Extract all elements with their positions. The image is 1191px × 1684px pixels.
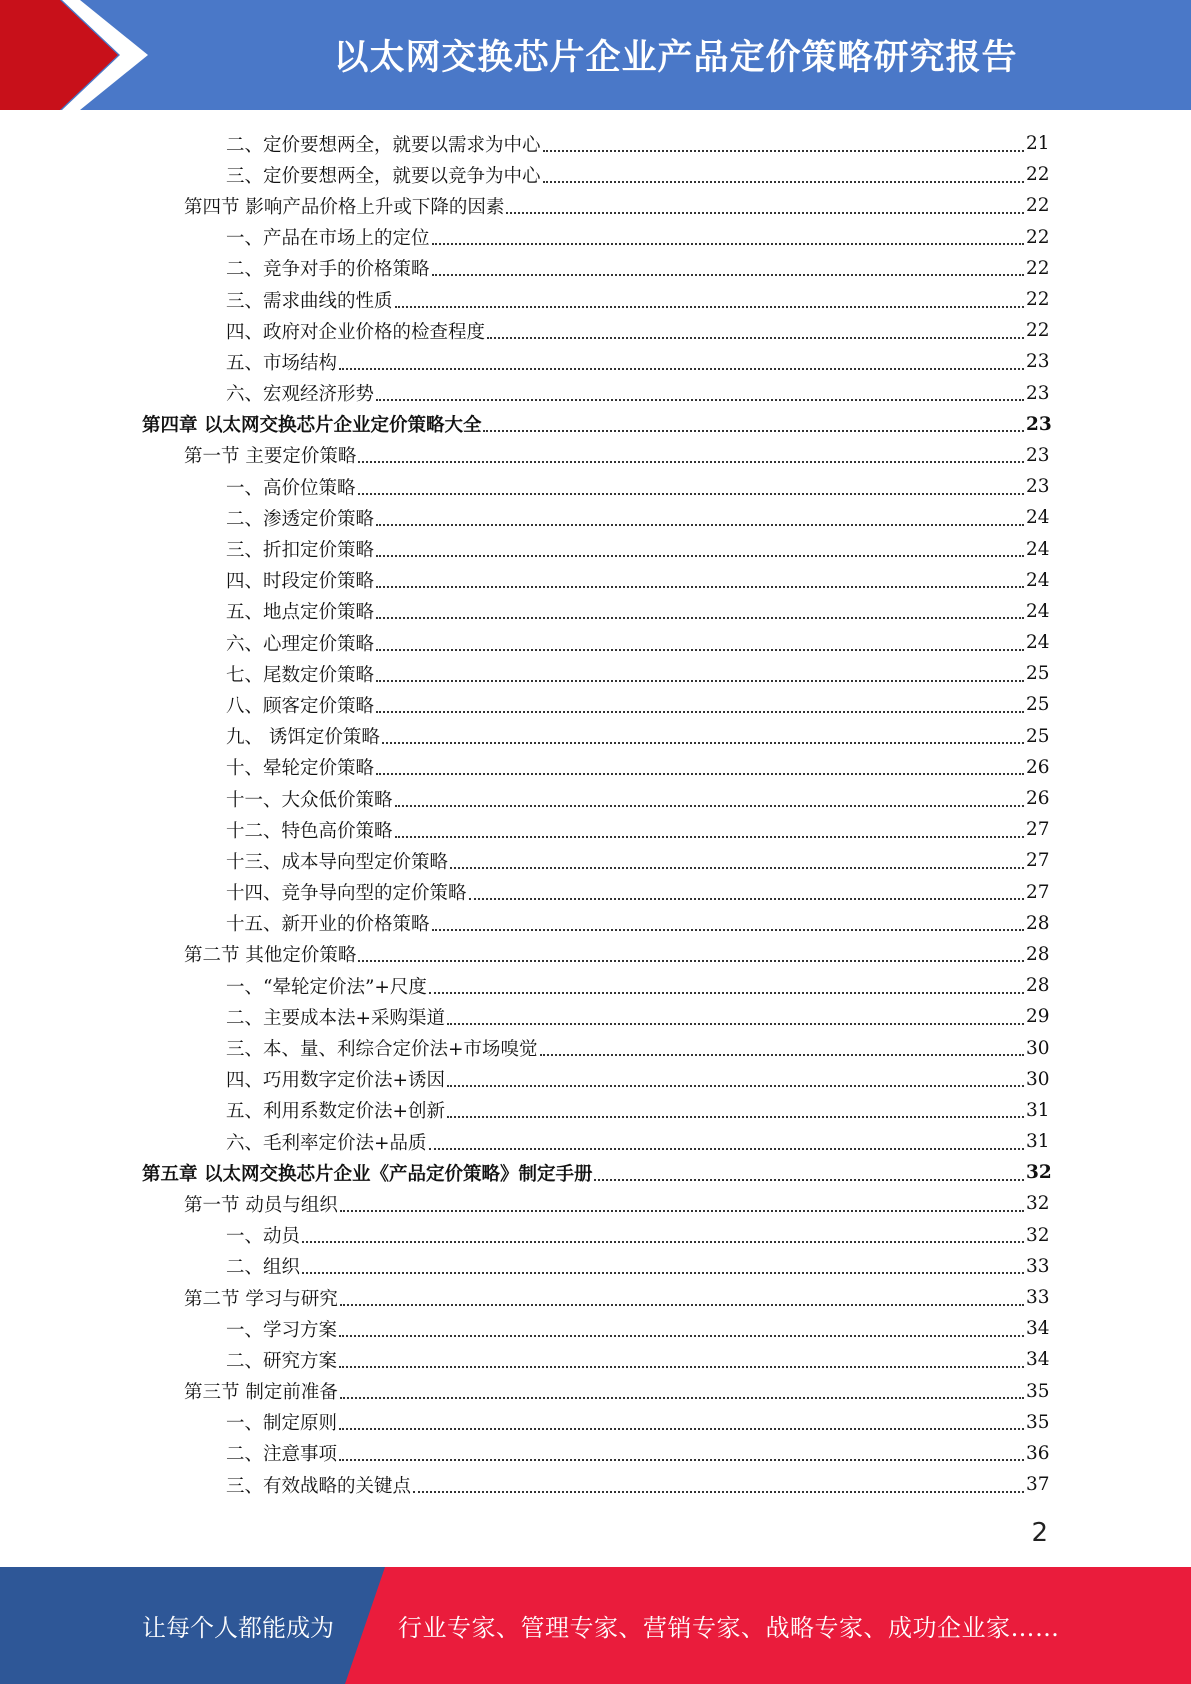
toc-entry-page: 24 <box>1026 632 1050 654</box>
toc-entry-title: 八、顾客定价策略 <box>226 695 375 717</box>
toc-entry-title: 第四章 以太网交换芯片企业定价策略大全 <box>142 415 482 437</box>
toc-entry-page: 33 <box>1026 1287 1050 1309</box>
toc-dot-leader <box>376 773 1024 775</box>
toc-dot-leader <box>376 711 1024 713</box>
toc-dot-leader <box>376 399 1024 401</box>
toc-subsection-entry[interactable] <box>0 1469 1191 1500</box>
toc-dot-leader <box>382 742 1024 744</box>
toc-dot-leader <box>376 649 1024 651</box>
toc-dot-leader <box>339 368 1024 370</box>
toc-dot-leader <box>358 960 1024 962</box>
toc-entry-page: 35 <box>1026 1411 1050 1433</box>
toc-dot-leader <box>594 1179 1024 1181</box>
toc-subsection-entry[interactable] <box>0 1251 1191 1282</box>
toc-entry-page: 22 <box>1026 257 1050 279</box>
toc-entry-title: 一、产品在市场上的定位 <box>226 228 430 250</box>
footer-slogan-right: 行业专家、管理专家、营销专家、战略专家、成功企业家…… <box>398 1614 1060 1642</box>
toc-dot-leader <box>395 306 1024 308</box>
toc-entry-page: 22 <box>1026 195 1050 217</box>
toc-entry-page: 32 <box>1026 1224 1050 1246</box>
toc-entry-page: 32 <box>1026 1193 1050 1215</box>
toc-entry-page: 22 <box>1026 320 1050 342</box>
toc-dot-leader <box>429 992 1024 994</box>
toc-entry-title: 第四节 影响产品价格上升或下降的因素 <box>184 196 505 218</box>
toc-dot-leader <box>429 1148 1024 1150</box>
toc-subsection-entry[interactable] <box>0 783 1191 814</box>
toc-dot-leader <box>395 836 1024 838</box>
report-title: 以太网交换芯片企业产品定价策略研究报告 <box>333 38 1018 78</box>
toc-dot-leader <box>469 898 1024 900</box>
toc-entry-title: 一、制定原则 <box>226 1413 338 1435</box>
toc-entry-title: 一、“晕轮定价法”+尺度 <box>226 976 427 998</box>
toc-entry-page: 37 <box>1026 1474 1050 1496</box>
toc-entry-title: 第二节 其他定价策略 <box>184 945 357 967</box>
toc-dot-leader <box>376 680 1024 682</box>
toc-subsection-entry[interactable] <box>0 1344 1191 1375</box>
toc-entry-page: 25 <box>1026 663 1050 685</box>
toc-dot-leader <box>432 243 1024 245</box>
toc-entry-page: 22 <box>1026 226 1050 248</box>
toc-subsection-entry[interactable] <box>0 970 1191 1001</box>
toc-entry-page: 25 <box>1026 725 1050 747</box>
toc-entry-title: 五、利用系数定价法+创新 <box>226 1101 446 1123</box>
toc-entry-title: 第三节 制定前准备 <box>184 1382 338 1404</box>
toc-dot-leader <box>432 929 1024 931</box>
toc-subsection-entry[interactable] <box>0 877 1191 908</box>
toc-entry-page: 21 <box>1026 133 1050 155</box>
toc-entry-title: 十四、竞争导向型的定价策略 <box>226 883 467 905</box>
toc-subsection-entry[interactable] <box>0 533 1191 564</box>
toc-entry-title: 一、动员 <box>226 1226 301 1248</box>
toc-entry-page: 23 <box>1026 476 1050 498</box>
toc-subsection-entry[interactable] <box>0 845 1191 876</box>
toc-entry-title: 六、毛利率定价法+品质 <box>226 1132 427 1154</box>
toc-entry-title: 四、巧用数字定价法+诱因 <box>226 1070 446 1092</box>
page-header <box>0 0 1191 110</box>
toc-entry-page: 34 <box>1026 1349 1050 1371</box>
toc-entry-title: 九、 诱饵定价策略 <box>226 727 380 749</box>
toc-entry-page: 23 <box>1026 444 1050 466</box>
toc-entry-title: 三、本、量、利综合定价法+市场嗅觉 <box>226 1039 538 1061</box>
toc-dot-leader <box>302 1241 1024 1243</box>
page-number: 2 <box>1031 1518 1048 1548</box>
toc-entry-page: 27 <box>1026 819 1050 841</box>
page-footer <box>0 1567 1191 1684</box>
toc-dot-leader <box>340 1304 1024 1306</box>
toc-entry-page: 23 <box>1026 351 1050 373</box>
toc-subsection-entry[interactable] <box>0 627 1191 658</box>
toc-dot-leader <box>339 1335 1024 1337</box>
toc-entry-page: 27 <box>1026 881 1050 903</box>
toc-entry-title: 一、高价位策略 <box>226 477 356 499</box>
toc-entry-title: 十三、成本导向型定价策略 <box>226 851 449 873</box>
toc-subsection-entry[interactable] <box>0 253 1191 284</box>
toc-dot-leader <box>340 1210 1024 1212</box>
toc-dot-leader <box>447 1085 1024 1087</box>
toc-subsection-entry[interactable] <box>0 1032 1191 1063</box>
toc-entry-title: 二、主要成本法+采购渠道 <box>226 1007 446 1029</box>
toc-entry-title: 四、时段定价策略 <box>226 571 375 593</box>
toc-entry-page: 26 <box>1026 756 1050 778</box>
toc-subsection-entry[interactable] <box>0 658 1191 689</box>
toc-entry-page: 31 <box>1026 1099 1050 1121</box>
toc-dot-leader <box>413 1491 1024 1493</box>
toc-subsection-entry[interactable] <box>0 378 1191 409</box>
toc-entry-title: 二、研究方案 <box>226 1350 338 1372</box>
toc-entry-title: 六、心理定价策略 <box>226 633 375 655</box>
toc-entry-page: 23 <box>1026 382 1050 404</box>
toc-entry-page: 23 <box>1026 413 1052 435</box>
toc-entry-title: 一、学习方案 <box>226 1319 338 1341</box>
toc-section-entry[interactable] <box>0 1376 1191 1407</box>
toc-dot-leader <box>339 1459 1024 1461</box>
toc-subsection-entry[interactable] <box>0 1438 1191 1469</box>
toc-entry-title: 十五、新开业的价格策略 <box>226 914 430 936</box>
toc-entry-title: 第五章 以太网交换芯片企业《产品定价策略》制定手册 <box>142 1163 593 1185</box>
toc-subsection-entry[interactable] <box>0 502 1191 533</box>
toc-subsection-entry[interactable] <box>0 814 1191 845</box>
toc-entry-title: 二、渗透定价策略 <box>226 508 375 530</box>
table-of-contents <box>0 128 1191 1500</box>
toc-dot-leader <box>487 337 1024 339</box>
toc-entry-title: 七、尾数定价策略 <box>226 664 375 686</box>
toc-subsection-entry[interactable] <box>0 752 1191 783</box>
toc-entry-page: 34 <box>1026 1318 1050 1340</box>
toc-chapter-entry[interactable] <box>0 409 1191 440</box>
toc-entry-page: 24 <box>1026 569 1050 591</box>
toc-entry-page: 32 <box>1026 1162 1052 1184</box>
toc-entry-page: 36 <box>1026 1442 1050 1464</box>
toc-subsection-entry[interactable] <box>0 284 1191 315</box>
toc-section-entry[interactable] <box>0 440 1191 471</box>
toc-dot-leader <box>376 524 1024 526</box>
toc-subsection-entry[interactable] <box>0 1064 1191 1095</box>
toc-dot-leader <box>447 1023 1024 1025</box>
toc-entry-page: 24 <box>1026 538 1050 560</box>
toc-subsection-entry[interactable] <box>0 471 1191 502</box>
toc-entry-page: 33 <box>1026 1255 1050 1277</box>
toc-entry-title: 二、组织 <box>226 1257 301 1279</box>
toc-entry-page: 30 <box>1026 1068 1050 1090</box>
toc-entry-title: 十、晕轮定价策略 <box>226 758 375 780</box>
toc-entry-page: 22 <box>1026 164 1050 186</box>
toc-dot-leader <box>395 805 1024 807</box>
toc-entry-page: 27 <box>1026 850 1050 872</box>
toc-dot-leader <box>450 867 1024 869</box>
toc-dot-leader <box>340 1397 1024 1399</box>
toc-subsection-entry[interactable] <box>0 596 1191 627</box>
toc-entry-title: 三、需求曲线的性质 <box>226 290 393 312</box>
toc-subsection-entry[interactable] <box>0 222 1191 253</box>
toc-dot-leader <box>358 493 1024 495</box>
toc-entry-title: 二、注意事项 <box>226 1444 338 1466</box>
toc-subsection-entry[interactable] <box>0 1407 1191 1438</box>
toc-section-entry[interactable] <box>0 190 1191 221</box>
toc-dot-leader <box>376 586 1024 588</box>
toc-dot-leader <box>540 1054 1024 1056</box>
toc-entry-title: 第二节 学习与研究 <box>184 1288 338 1310</box>
toc-dot-leader <box>483 430 1024 432</box>
toc-subsection-entry[interactable] <box>0 721 1191 752</box>
toc-section-entry[interactable] <box>0 1282 1191 1313</box>
toc-entry-page: 28 <box>1026 912 1050 934</box>
toc-dot-leader <box>376 555 1024 557</box>
toc-entry-page: 31 <box>1026 1131 1050 1153</box>
toc-dot-leader <box>447 1116 1024 1118</box>
toc-entry-page: 25 <box>1026 694 1050 716</box>
toc-dot-leader <box>543 150 1024 152</box>
toc-entry-page: 29 <box>1026 1006 1050 1028</box>
toc-dot-leader <box>376 617 1024 619</box>
toc-section-entry[interactable] <box>0 939 1191 970</box>
toc-subsection-entry[interactable] <box>0 1001 1191 1032</box>
toc-entry-page: 26 <box>1026 788 1050 810</box>
toc-entry-page: 22 <box>1026 289 1050 311</box>
footer-slogan-left: 让每个人都能成为 <box>142 1614 334 1642</box>
toc-subsection-entry[interactable] <box>0 1313 1191 1344</box>
toc-entry-page: 35 <box>1026 1380 1050 1402</box>
toc-entry-title: 第一节 动员与组织 <box>184 1194 338 1216</box>
toc-chapter-entry[interactable] <box>0 1157 1191 1188</box>
toc-section-entry[interactable] <box>0 1188 1191 1219</box>
toc-dot-leader <box>358 461 1024 463</box>
toc-entry-title: 五、市场结构 <box>226 352 338 374</box>
toc-subsection-entry[interactable] <box>0 346 1191 377</box>
toc-subsection-entry[interactable] <box>0 128 1191 159</box>
toc-entry-title: 二、定价要想两全，就要以需求为中心 <box>226 134 541 156</box>
toc-entry-page: 24 <box>1026 600 1050 622</box>
toc-dot-leader <box>302 1272 1024 1274</box>
toc-subsection-entry[interactable] <box>0 315 1191 346</box>
toc-entry-title: 四、政府对企业价格的检查程度 <box>226 321 486 343</box>
toc-subsection-entry[interactable] <box>0 1095 1191 1126</box>
toc-subsection-entry[interactable] <box>0 1126 1191 1157</box>
toc-entry-title: 第一节 主要定价策略 <box>184 446 357 468</box>
toc-subsection-entry[interactable] <box>0 159 1191 190</box>
toc-entry-title: 五、地点定价策略 <box>226 602 375 624</box>
header-arrow-decoration <box>0 0 150 110</box>
toc-entry-title: 十一、大众低价策略 <box>226 789 393 811</box>
toc-entry-title: 十二、特色高价策略 <box>226 820 393 842</box>
toc-entry-title: 六、宏观经济形势 <box>226 384 375 406</box>
toc-entry-page: 28 <box>1026 943 1050 965</box>
toc-subsection-entry[interactable] <box>0 1220 1191 1251</box>
toc-dot-leader <box>543 181 1024 183</box>
toc-entry-page: 30 <box>1026 1037 1050 1059</box>
toc-subsection-entry[interactable] <box>0 908 1191 939</box>
toc-entry-title: 三、有效战略的关键点 <box>226 1475 412 1497</box>
toc-dot-leader <box>339 1428 1024 1430</box>
toc-entry-title: 三、折扣定价策略 <box>226 540 375 562</box>
toc-entry-title: 二、竞争对手的价格策略 <box>226 259 430 281</box>
toc-subsection-entry[interactable] <box>0 565 1191 596</box>
toc-dot-leader <box>506 212 1024 214</box>
toc-entry-page: 28 <box>1026 975 1050 997</box>
toc-dot-leader <box>339 1366 1024 1368</box>
toc-entry-title: 三、定价要想两全，就要以竞争为中心 <box>226 165 541 187</box>
toc-entry-page: 24 <box>1026 507 1050 529</box>
toc-dot-leader <box>432 274 1024 276</box>
toc-subsection-entry[interactable] <box>0 689 1191 720</box>
